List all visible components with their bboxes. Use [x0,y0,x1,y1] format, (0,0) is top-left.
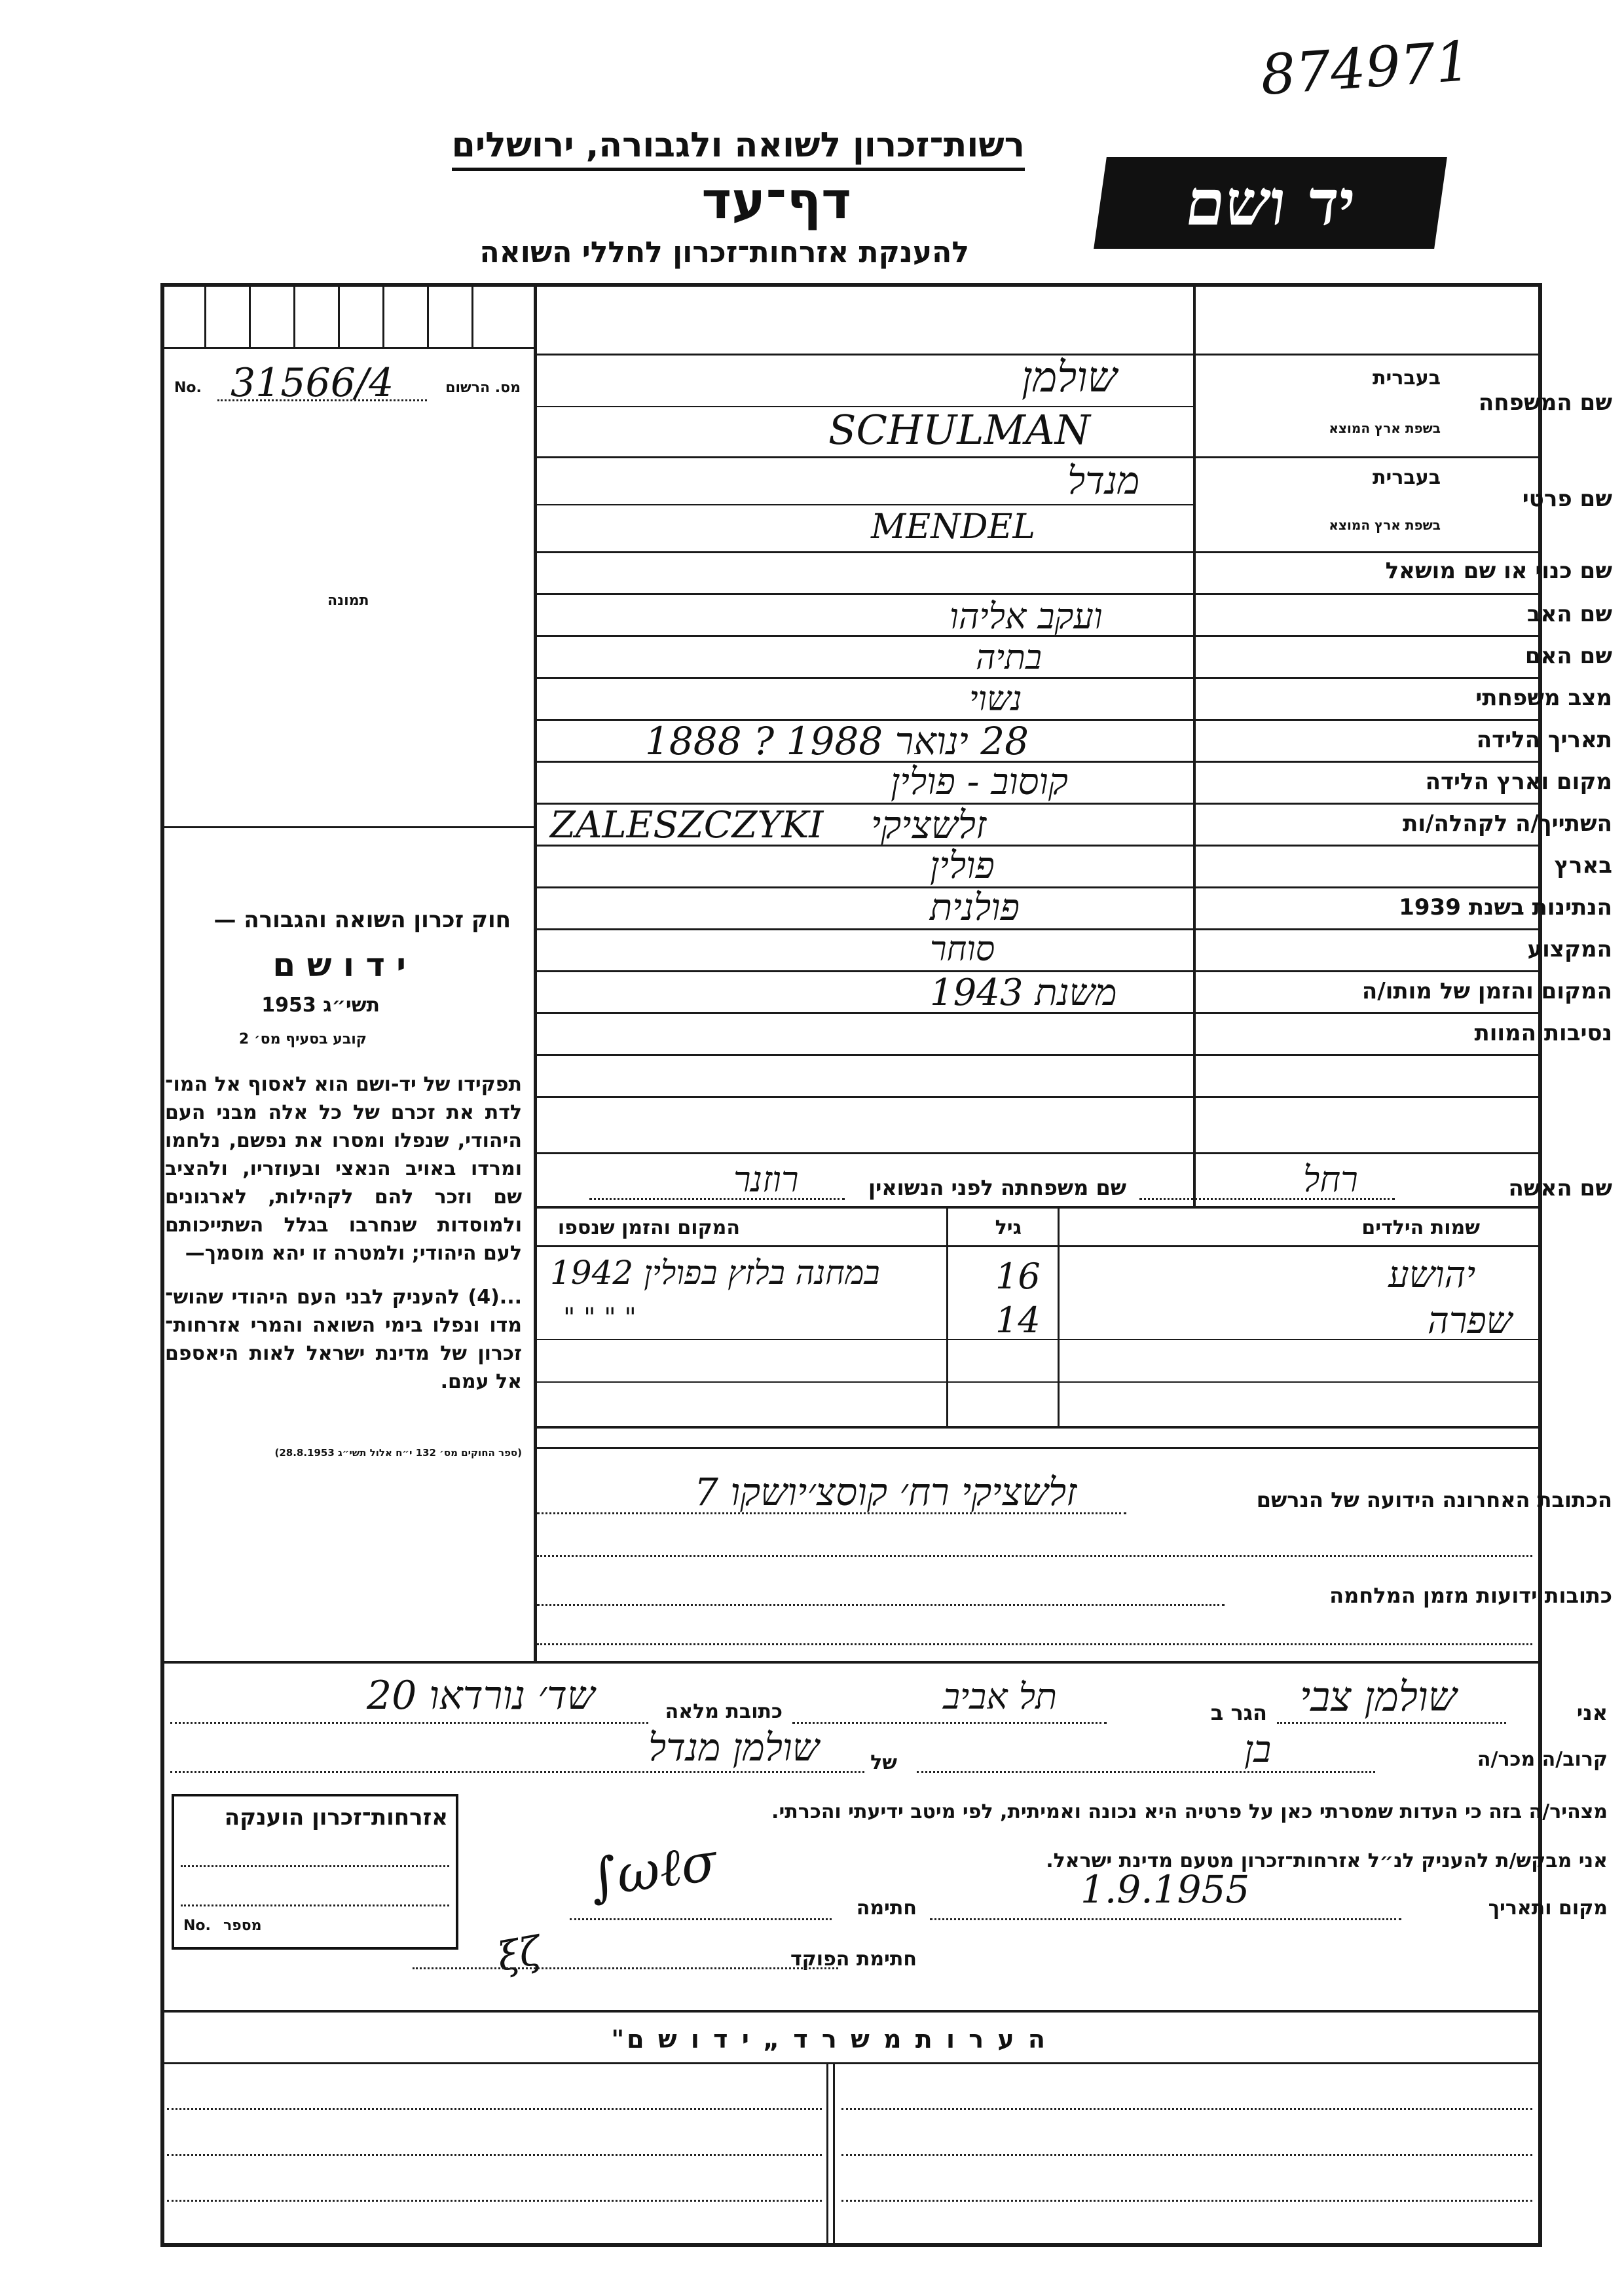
citizenship-box [172,1794,458,1950]
child-2-place[interactable]: " " " " [563,1303,637,1333]
family-hebrew-label: בעברית [1373,367,1441,390]
i-label: אני [1576,1700,1608,1725]
birth-date-label: תאריך הלידה [1476,727,1612,753]
resides-city[interactable]: תל אביב [943,1676,1057,1717]
profession-value[interactable]: סוחר [930,930,995,969]
community-label: השתייך/ה לקהלה/ות [1403,811,1612,837]
maiden-label: שם משפחתה לפני הנשואין [868,1175,1126,1200]
family-origin-label: בשפת ארץ המוצא [1329,420,1441,436]
registration-number: 31566/4 [231,360,394,406]
grid-line [338,287,340,347]
logo-text: יד ושם [1181,166,1360,240]
mother-value[interactable]: בתיה [976,638,1042,678]
form-left-border [160,283,164,2247]
remarks-divider [833,2062,835,2244]
last-address-value[interactable]: זלשציקי רח׳ קוסצ׳יושקו 7 [694,1470,1077,1514]
signature-label: חתימה [856,1897,917,1920]
family-name-label: שם המשפחה [1478,390,1612,416]
citizenship-box-title: אזרחות־זכרון הוענקה [224,1804,448,1831]
citizenship-box-no: No. [183,1918,211,1934]
row-line [537,1096,1540,1098]
grid-line [204,287,206,347]
child-1-name[interactable]: יהושע [1388,1254,1476,1296]
maiden-value[interactable]: רוזנר [733,1159,799,1200]
row-line [537,886,1540,888]
last-address-label: הכתובת האחרונה הידועה של הנרשם [1256,1487,1612,1512]
declaration-statement: מצהיר/ה בזה כי העדות שמסרתי כאן על פרטיה היא נכונה ואמיתית, לפי מיטב ידיעתי והכרתי. [771,1800,1608,1823]
grid-line [427,287,429,347]
of-label: של [870,1751,897,1774]
law-name: י ד ו ש ם [272,946,406,984]
institution-name: רשות־זכרון לשואה ולגבורה, ירושלים [452,126,1025,171]
row-line [537,456,1540,458]
death-value[interactable]: משנת 1943 [930,972,1117,1014]
birth-date-value[interactable]: 28 ינואר 1988 ? 1888 [645,719,1029,763]
grid-line [382,287,384,347]
children-header-line [537,1245,1540,1247]
remarks-title: ה ע ר ו ת מ ש ר ד „ י ד ו ש ם" [611,2025,1048,2054]
row-line [537,1152,1540,1154]
citizenship-value[interactable]: פולנית [930,886,1020,929]
family-name-hebrew[interactable]: שולמן [1022,354,1117,402]
children-row-line [537,1381,1540,1383]
signature-value[interactable]: ∫ωℓσ [585,1831,721,1910]
declaration-request: אני מבקש/ת להעניק לנ״ל אזרחות־זכרון מטעם מדינת ישראל. [1046,1850,1608,1872]
declaration-top-line [160,1661,1542,1664]
photo-label: תמונה [327,592,369,609]
law-clause: קובע בסעיף מס׳ 2 [238,1031,367,1048]
marital-label: מצב משפחתי [1475,685,1612,711]
father-value[interactable]: ועקב אליהו [950,596,1103,637]
grid-line [160,347,537,349]
children-col-line [946,1209,948,1428]
child-1-place[interactable]: במחנה בלזץ בפולין 1942 [550,1254,880,1292]
children-age-header: גיל [995,1216,1022,1239]
full-address-value[interactable]: שד׳ נורדאו 20 [367,1673,595,1719]
child-1-age[interactable]: 16 [995,1256,1041,1297]
first-origin-label: בשפת ארץ המוצא [1329,517,1441,533]
country-value[interactable]: פולין [930,845,995,887]
relation-value[interactable]: בן [1244,1728,1272,1771]
label-column-border [1193,283,1196,1206]
citizenship-label: הנתינות בשנת 1939 [1399,894,1612,920]
law-reference: (ספר החוקים מס׳ 132 י״ח אלול תשי״ג 28.8.1953) [274,1447,522,1459]
relative-label: קרוב/ה מכר/ה [1477,1748,1608,1771]
address-top-line [537,1447,1540,1449]
remarks-top-line [160,2010,1542,2013]
father-label: שם האב [1526,601,1612,627]
grid-line [471,287,473,347]
country-label: בארץ [1554,852,1612,879]
document-title: דף־עד [701,172,851,230]
registration-field[interactable] [172,360,528,406]
grid-line [249,287,251,347]
first-name-label: שם פרטי [1522,486,1612,512]
remarks-divider [826,2062,828,2244]
law-title: חוק זכרון השואה והגבורה — [213,907,511,933]
marital-value[interactable]: נשוי [969,680,1022,719]
children-names-header: שמות הילדים [1361,1216,1480,1239]
first-name-hebrew[interactable]: מנדל [1067,458,1140,503]
catalog-number: 874971 [1258,28,1473,108]
death-circumstances-label: נסיבות המוות [1474,1020,1612,1046]
wife-value[interactable]: רחל [1303,1159,1358,1200]
wartime-label: כתובות ידועות מזמן המלחמה [1329,1583,1612,1608]
law-text-2: ...(4) להעניק לבני העם היהודי שהוש־ מדו ונפלו בימי השואה והמרי אזרחות־ זכרון של מדינת ישראל לאות היאספם אל עמם. [165,1286,522,1393]
grid-line [293,287,295,347]
row-line [537,1206,1540,1209]
children-col-line [1058,1209,1060,1428]
form-bottom-border [160,2243,1542,2247]
resides-label: הגר ב [1210,1700,1267,1725]
law-year: תשי״ג 1953 [261,994,380,1017]
child-2-age[interactable]: 14 [995,1300,1041,1341]
birth-place-label: מקום וארץ הלידה [1425,769,1612,795]
law-text-1: תפקידו של יד-ושם הוא לאסוף אל המו־ לדת את זכרם של כל אלה מבני העם היהודי, שנפלו ומסרו את נפשם, נלחמו ומרדו באויב הנאצי ובעוזריו, ולהציב שם וזכר להם לקהילות, לארגונים ולמוסדות שנחרבו בגלל השתייכותם לעם היהודי; ולמטרה זו יהא מוסמך— [165,1073,522,1265]
citizenship-box-number-label: מספר [223,1918,262,1934]
row-line [537,551,1540,553]
registration-label: מס. הרשום [445,380,521,396]
row-line [537,928,1540,930]
declarant-name[interactable]: שולמן צבי [1300,1673,1457,1721]
death-label: המקום והזמן של מותו/ה [1361,978,1612,1004]
children-bottom-line [537,1426,1540,1429]
yad-vashem-logo [1094,157,1447,249]
place-date-label: מקום ותאריך [1488,1897,1608,1920]
row-line [537,504,1195,505]
officer-signature[interactable]: ξζ [494,1927,545,1981]
first-name-origin[interactable]: MENDEL [871,507,1035,547]
full-address-label: כתובת מלאה [665,1700,783,1723]
relation-of-value[interactable]: שולמן מנדל [648,1725,819,1770]
community-latin[interactable]: ZALESZCZYKI [550,804,824,847]
row-line [537,593,1540,595]
place-date-value[interactable]: 1.9.1955 [1080,1867,1250,1912]
wife-label: שם האשה [1508,1175,1612,1201]
family-name-origin[interactable]: SCHULMAN [828,406,1090,454]
nickname-label: שם כנוי או שם מושאל [1385,558,1612,584]
mother-label: שם האם [1524,643,1612,669]
row-line [537,1054,1540,1056]
officer-signature-label: חתימת הפוקד [790,1948,917,1971]
child-2-name[interactable]: שפרה [1428,1300,1513,1342]
photo-box-bottom [160,826,537,828]
community-hebrew[interactable]: זלשציקי [871,803,987,847]
profession-label: המקצוע [1527,936,1612,962]
children-place-header: המקום והזמן שנספו [557,1216,740,1239]
first-hebrew-label: בעברית [1373,466,1441,489]
document-subtitle: להענקת אזרחות־זכרון לחללי השואה [479,236,969,269]
remarks-header-line [160,2062,1542,2064]
birth-place-value[interactable]: קוסוב - פולין [891,761,1068,803]
no-label: No. [174,380,202,396]
form-top-border [160,283,1542,287]
